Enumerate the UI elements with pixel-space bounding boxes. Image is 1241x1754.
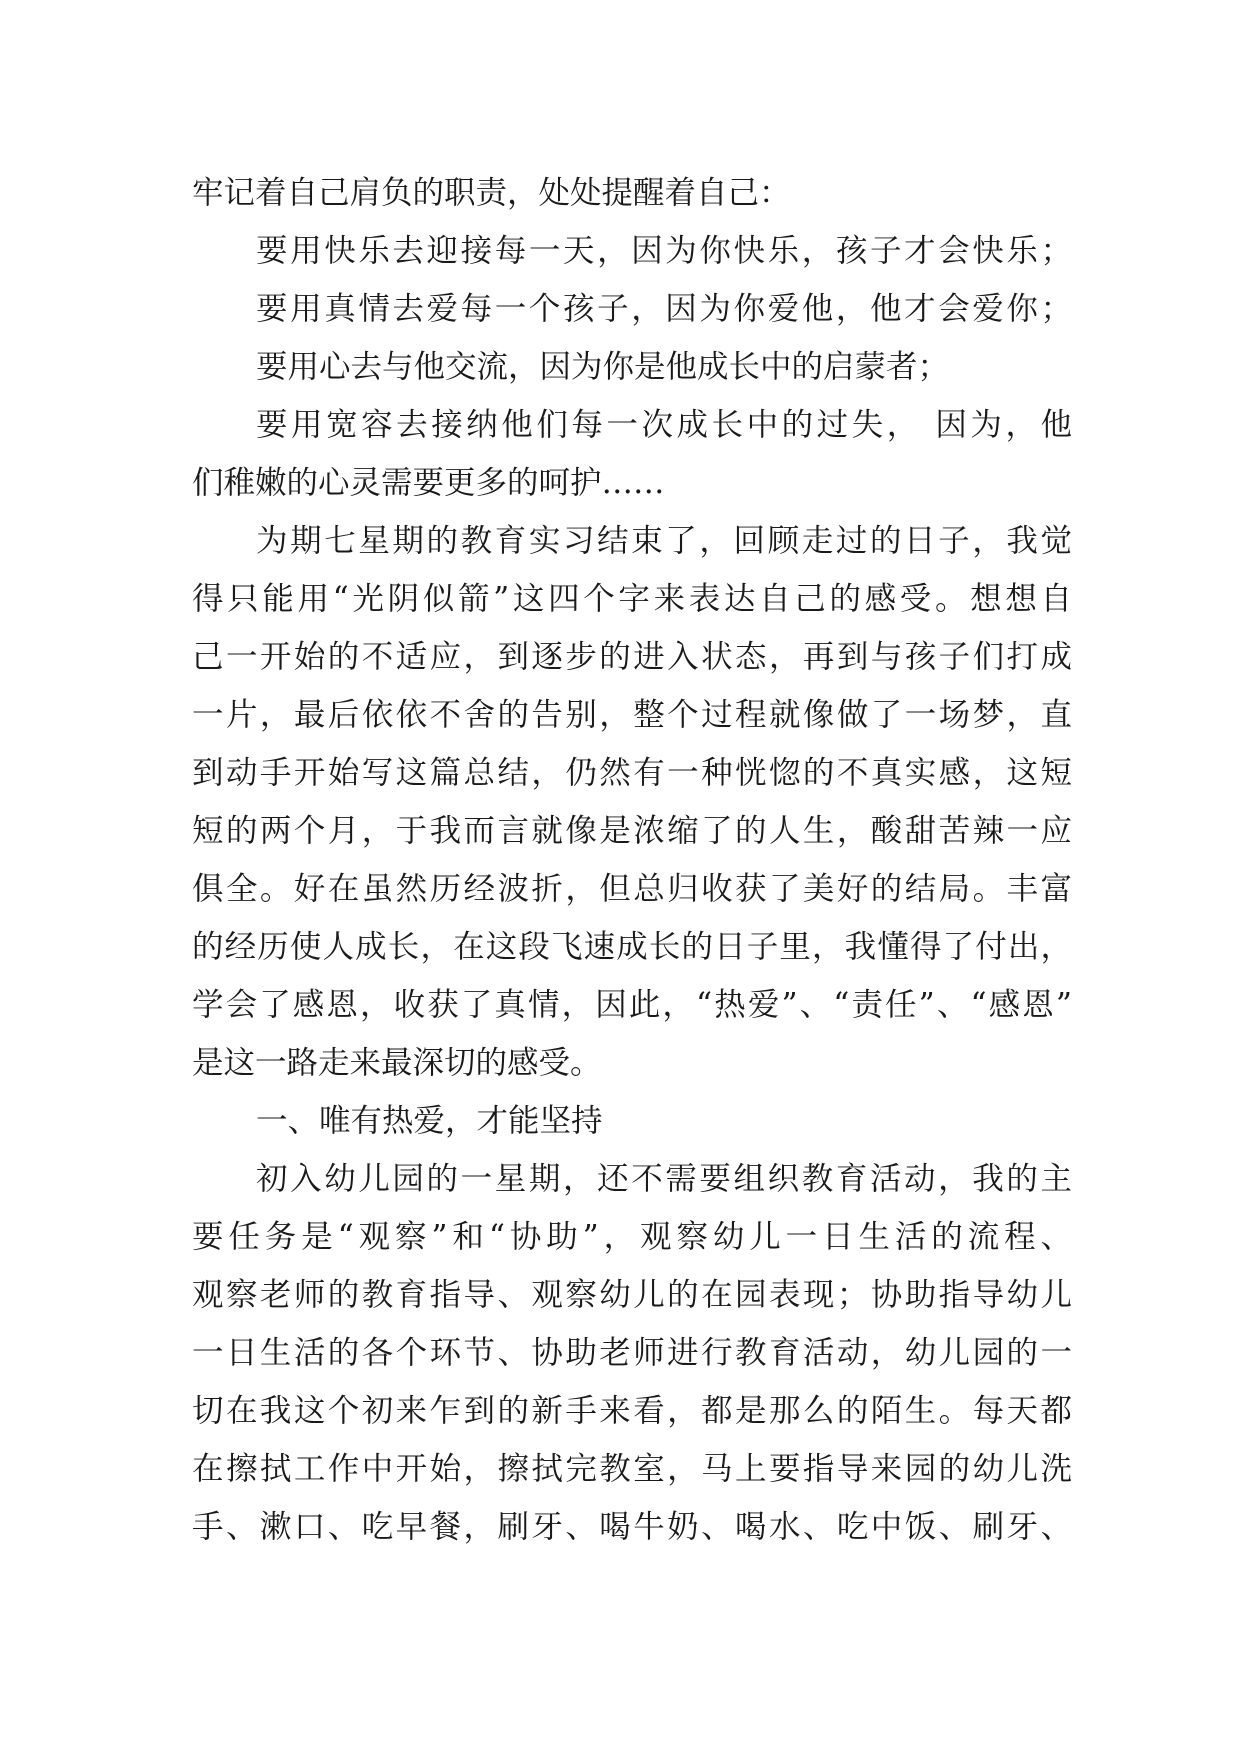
text-line-13: 俱全。好在虽然历经波折，但总归收获了美好的结局。丰富 bbox=[192, 871, 1072, 907]
text-line-5: 要用宽容去接纳他们每一次成长中的过失， 因为，他 bbox=[256, 407, 1072, 443]
text-line-3: 要用真情去爱每一个孩子，因为你爱他，他才会爱你； bbox=[256, 291, 1072, 327]
text-line-23: 在擦拭工作中开始，擦拭完教室，马上要指导来园的幼儿洗 bbox=[192, 1451, 1072, 1487]
text-line-2: 要用快乐去迎接每一天，因为你快乐，孩子才会快乐； bbox=[256, 233, 1072, 269]
text-line-11: 到动手开始写这篇总结，仍然有一种恍惚的不真实感，这短 bbox=[192, 755, 1072, 791]
text-line-16: 是这一路走来最深切的感受。 bbox=[192, 1045, 602, 1081]
text-line-18: 初入幼儿园的一星期，还不需要组织教育活动，我的主 bbox=[256, 1161, 1072, 1197]
text-line-20: 观察老师的教育指导、观察幼儿的在园表现；协助指导幼儿 bbox=[192, 1277, 1072, 1313]
section-heading: 一、唯有热爱，才能坚持 bbox=[256, 1103, 603, 1139]
text-line-8: 得只能用“光阴似箭”这四个字来表达自己的感受。想想自 bbox=[192, 581, 1072, 617]
text-line-22: 切在我这个初来乍到的新手来看，都是那么的陌生。每天都 bbox=[192, 1393, 1072, 1429]
text-line-9: 己一开始的不适应，到逐步的进入状态，再到与孩子们打成 bbox=[192, 639, 1072, 675]
text-line-21: 一日生活的各个环节、协助老师进行教育活动，幼儿园的一 bbox=[192, 1335, 1072, 1371]
text-line-12: 短的两个月，于我而言就像是浓缩了的人生，酸甜苦辣一应 bbox=[192, 813, 1072, 849]
text-line-24: 手、漱口、吃早餐，刷牙、喝牛奶、喝水、吃中饭、刷牙、 bbox=[192, 1509, 1072, 1545]
text-line-7: 为期七星期的教育实习结束了，回顾走过的日子，我觉 bbox=[256, 523, 1072, 559]
text-line-14: 的经历使人成长，在这段飞速成长的日子里，我懂得了付出， bbox=[192, 929, 1072, 965]
text-line-15: 学会了感恩，收获了真情，因此，“热爱”、“责任”、“感恩” bbox=[192, 987, 1072, 1023]
text-line-4: 要用心去与他交流，因为你是他成长中的启蒙者； bbox=[256, 349, 950, 385]
text-line-6: 们稚嫩的心灵需要更多的呵护…… bbox=[192, 465, 665, 501]
text-line-1: 牢记着自己肩负的职责，处处提醒着自己： bbox=[192, 175, 791, 211]
text-line-10: 一片，最后依依不舍的告别，整个过程就像做了一场梦，直 bbox=[192, 697, 1072, 733]
text-line-19: 要任务是“观察”和“协助”，观察幼儿一日生活的流程、 bbox=[192, 1219, 1072, 1255]
